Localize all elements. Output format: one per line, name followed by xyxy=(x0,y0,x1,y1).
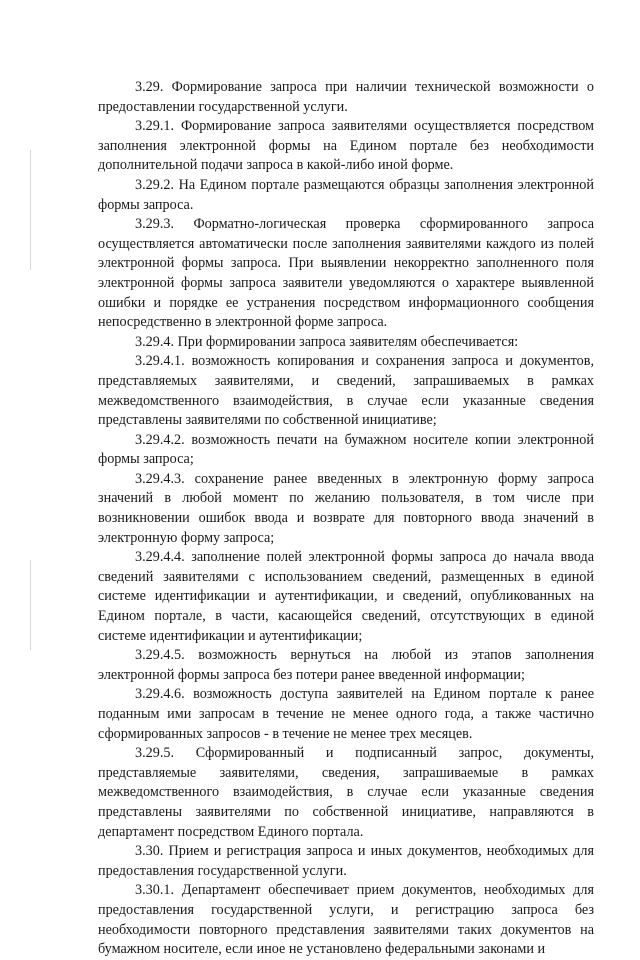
paragraph-3-29-1: 3.29.1. Формирование запроса заявителями осуществляется посредством заполнения электронной формы на Едином портале без необходимости дополнительной подачи запроса в какой-либо иной форме. xyxy=(98,118,594,174)
paragraph-3-29-4-6: 3.29.4.6. возможность доступа заявителей на Едином портале к ранее поданным ими запросам в течение не менее одного года, а также частично сформированных запросов - в течение не менее трех месяцев. xyxy=(98,686,594,742)
paragraph-3-30-1: 3.30.1. Департамент обеспечивает прием документов, необходимых для предоставления государственной услуги, и регистрацию запроса без необходимости повторного представления заявителями таких документов на бумажном носителе, если иное не установлено федеральными законами и xyxy=(98,882,594,958)
paragraph-3-29-4-4: 3.29.4.4. заполнение полей электронной формы запроса до начала ввода сведений заявителями с использованием сведений, размещенных в единой системе идентификации и аутентификации, и сведений, опубликованных на Едином портале, в части, касающейся сведений, отсутствующих в единой системе идентификации и аутентификации; xyxy=(98,549,594,644)
paragraph-3-29-4-5: 3.29.4.5. возможность вернуться на любой из этапов заполнения электронной формы запроса без потери ранее введенной информации; xyxy=(98,647,594,683)
paragraph-3-29-4: 3.29.4. При формировании запроса заявителям обеспечивается: xyxy=(135,333,519,350)
paragraph-3-29-4-1: 3.29.4.1. возможность копирования и сохранения запроса и документов, представляемых заявителями, и сведений, запрашиваемых в рамках межведомственного взаимодействия, в случае если указанные сведения представлены заявителями по собственной инициативе; xyxy=(98,353,594,429)
paragraph-3-29-2: 3.29.2. На Едином портале размещаются образцы заполнения электронной формы запроса. xyxy=(98,176,594,213)
scan-edge-mark xyxy=(30,560,31,650)
scan-edge-mark xyxy=(30,150,31,270)
paragraph-3-29-5: 3.29.5. Сформированный и подписанный запрос, документы, представляемые заявителями, сведения, запрашиваемые в рамках межведомственного взаимодействия, в случае если указанные сведения представлены заявителями по собственной инициативе, направляются в департамент посредством Единого портала. xyxy=(98,745,594,840)
paragraph-3-29-4-3: 3.29.4.3. сохранение ранее введенных в электронную форму запроса значений в любой момент по желанию пользователя, в том числе при возникновении ошибок ввода и возврате для повторного ввода значений в электронную форму запроса; xyxy=(98,470,594,546)
paragraph-3-29-3: 3.29.3. Форматно-логическая проверка сформированного запроса осуществляется автоматически после заполнения заявителями каждого из полей электронной формы запроса. При выявлении некорректно заполненного поля электронной формы запроса заявители уведомляются о характере выявленной ошибки и порядке ее устранения посредством информационного сообщения непосредственно в электронной форме запроса. xyxy=(98,216,594,331)
paragraph-3-29: 3.29. Формирование запроса при наличии технической возможности о предоставлении государственной услуги. xyxy=(98,79,594,115)
paragraph-3-29-4-2: 3.29.4.2. возможность печати на бумажном носителе копии электронной формы запроса; xyxy=(98,431,594,468)
paragraph-3-30: 3.30. Прием и регистрация запроса и иных документов, необходимых для предоставления государственной услуги. xyxy=(98,843,594,879)
document-body xyxy=(98,78,594,960)
